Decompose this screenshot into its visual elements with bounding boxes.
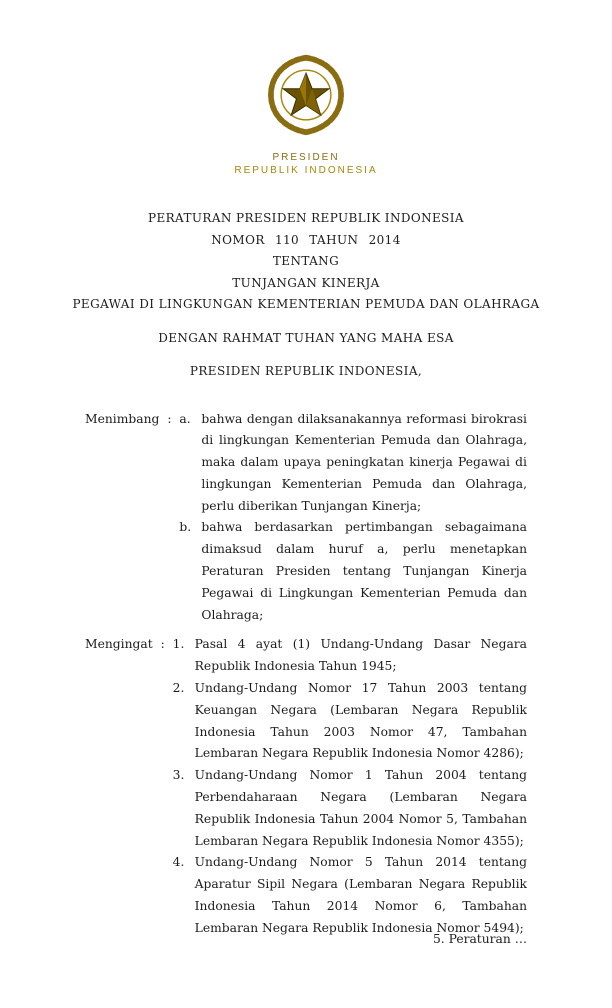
title-line-rahmat: DENGAN RAHMAT TUHAN YANG MAHA ESA (158, 330, 454, 345)
list-item (179, 517, 527, 626)
item-marker: a. (179, 411, 191, 426)
list-item (173, 678, 527, 765)
item-marker: 1. (172, 637, 185, 652)
section-colon: : (160, 637, 165, 652)
document-body (0, 409, 612, 940)
item-marker: 3. (172, 768, 185, 783)
item-text: bahwa berdasarkan pertimbangan sebagaimana dimaksud dalam huruf a, perlu menetapkan Peraturan Presiden tentang Tunjangan Kinerja Pegawai di Lingkungan Kementerian Pemuda dan Olahraga; (201, 520, 527, 622)
item-text: bahwa dengan dilaksanakannya reformasi birokrasi di lingkungan Kementerian Pemuda dan Olahraga, maka dalam upaya peningkatan kinerja Pegawai di lingkungan Kementerian Pemuda dan Olahraga, perlu diberikan Tunjangan Kinerja; (201, 411, 527, 513)
emblem-block (0, 0, 612, 176)
item-marker: 4. (172, 855, 185, 870)
section-mengingat (85, 634, 527, 939)
title-line-subject2: PEGAWAI DI LINGKUNGAN KEMENTERIAN PEMUDA DAN OLAHRAGA (72, 297, 540, 311)
list-item (173, 765, 527, 852)
section-items (179, 409, 527, 627)
section-colon: : (167, 411, 172, 426)
title-line-presiden: PRESIDEN REPUBLIK INDONESIA, (189, 364, 423, 378)
title-line-regulation: PERATURAN PRESIDEN REPUBLIK INDONESIA (147, 211, 464, 225)
item-marker: 2. (172, 681, 185, 696)
section-label: Mengingat (85, 637, 153, 652)
title-line-subject: TUNJANGAN KINERJA (232, 275, 380, 290)
item-text: Undang-Undang Nomor 5 Tahun 2014 tentang Aparatur Sipil Negara (Lembaran Negara Republik Indonesia Tahun 2014 Nomor 6, Tambahan Lembaran Negara Republik Indonesia Nomor 5494); (194, 855, 527, 935)
list-item (179, 409, 527, 518)
item-text: Pasal 4 ayat (1) Undang-Undang Dasar Negara Republik Indonesia Tahun 1945; (194, 637, 527, 674)
title-block (0, 208, 612, 383)
title-line-tentang: TENTANG (272, 254, 340, 268)
section-menimbang (85, 409, 527, 627)
section-label: Menimbang (85, 411, 160, 426)
title-line-number: NOMOR 110 TAHUN 2014 (211, 232, 401, 247)
list-item (173, 634, 527, 678)
emblem-presiden-label: PRESIDEN (272, 152, 340, 163)
item-marker: b. (179, 520, 192, 535)
emblem-republik-label: REPUBLIK INDONESIA (234, 165, 378, 176)
list-item (173, 852, 527, 939)
presidential-emblem-icon (258, 52, 354, 138)
page-catchword: 5. Peraturan … (432, 932, 527, 946)
section-items (173, 634, 527, 939)
item-text: Undang-Undang Nomor 17 Tahun 2003 tentang Keuangan Negara (Lembaran Negara Republik Indonesia Tahun 2003 Nomor 47, Tambahan Lembaran Negara Republik Indonesia Nomor 4286); (194, 681, 527, 761)
item-text: Undang-Undang Nomor 1 Tahun 2004 tentang Perbendaharaan Negara (Lembaran Negara Republik Indonesia Tahun 2004 Nomor 5, Tambahan Lembaran Negara Republik Indonesia Nomor 4355); (194, 768, 527, 848)
